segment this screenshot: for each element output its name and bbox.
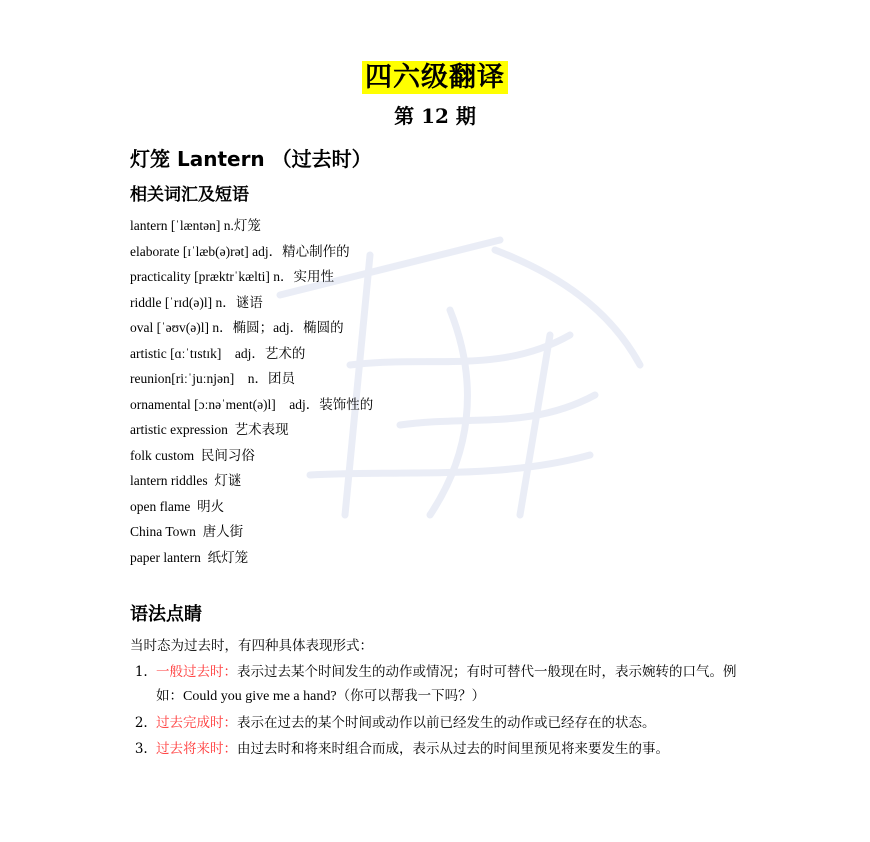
list-item: reunion[riːˈjuːnjən] n．团员 [130, 371, 295, 386]
grammar-text: 表示过去某个时间发生的动作或情况；有时可替代一般现在时，表示婉转的口气。例如： [156, 664, 737, 704]
grammar-text: 由过去时和将来时组合而成，表示从过去的时间里预见将来要发生的事。 [237, 741, 669, 757]
list-item: riddle [ˈrɪd(ə)l] n．谜语 [130, 294, 263, 310]
list-item: ornamental [ɔːnəˈment(ə)l] adj．装饰性的 [130, 396, 374, 412]
list-item [152, 660, 740, 709]
grammar-term: 一般过去时： [156, 664, 237, 680]
grammar-list [130, 660, 740, 761]
grammar-term: 过去完成时： [156, 715, 237, 731]
grammar-example: Could you give me a hand? [183, 689, 337, 704]
list-item: China Town 唐人街 [130, 524, 244, 539]
list-item: paper lantern 纸灯笼 [130, 549, 249, 565]
list-item: open flame 明火 [130, 498, 225, 514]
list-item: oval [ˈəʊv(ə)l] n．椭圆；adj．椭圆的 [130, 320, 344, 335]
vocabulary-list [130, 213, 740, 570]
grammar-heading: 语法点睛 [130, 604, 202, 625]
grammar-text: 表示在过去的某个时间或动作以前已经发生的动作或已经存在的状态。 [237, 715, 656, 731]
issue-number: 第 12 期 [394, 104, 476, 128]
list-item: artistic [ɑːˈtɪstɪk] adj．艺术的 [130, 345, 306, 361]
list-item [152, 711, 740, 735]
grammar-intro: 当时态为过去时，有四种具体表现形式： [130, 638, 373, 654]
list-item: elaborate [ɪˈlæb(ə)rət] adj．精心制作的 [130, 243, 350, 259]
list-item: lantern [ˈlæntən] n.灯笼 [130, 218, 261, 233]
page-title [130, 55, 740, 94]
list-item: lantern riddles 灯谜 [130, 473, 242, 488]
list-item [152, 737, 740, 761]
list-item: artistic expression 艺术表现 [130, 422, 289, 437]
list-item: practicality [præktrˈkælti] n．实用性 [130, 269, 334, 284]
vocabulary-heading: 相关词汇及短语 [130, 185, 249, 205]
grammar-term: 过去将来时： [156, 741, 237, 757]
list-item: folk custom 民间习俗 [130, 447, 255, 463]
topic-heading: 灯笼 Lantern （过去时） [130, 147, 372, 171]
grammar-example-translation: （你可以帮我一下吗？） [336, 688, 486, 704]
page-title-text: 四六级翻译 [362, 61, 508, 94]
